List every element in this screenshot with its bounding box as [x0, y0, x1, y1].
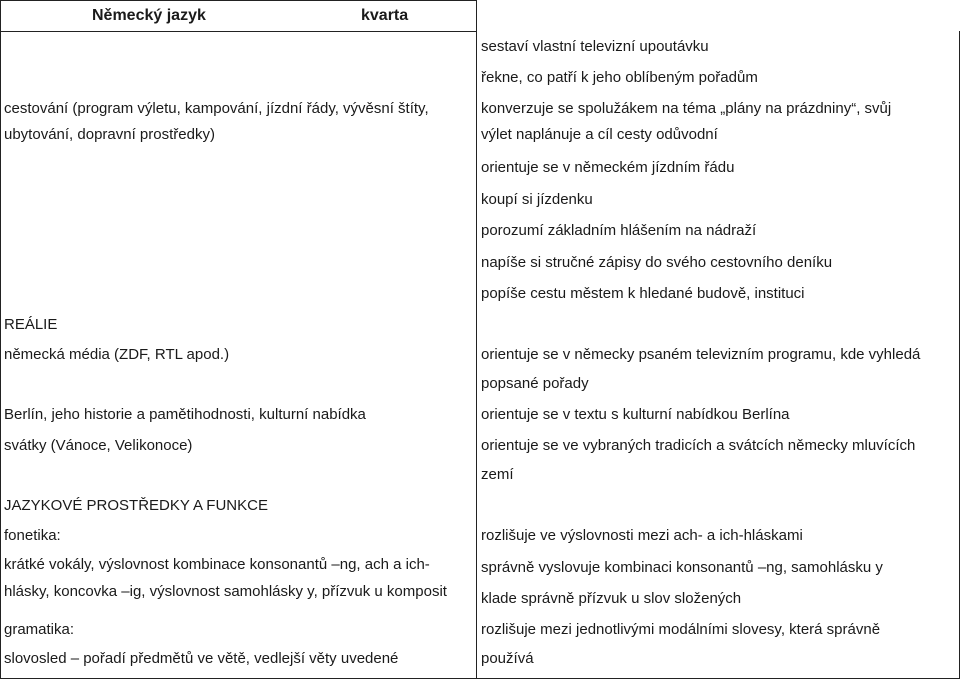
- outcome-compound-stress: klade správně přízvuk u slov složených: [481, 590, 742, 607]
- subject-title: Německý jazyk: [92, 7, 206, 24]
- column-divider: [476, 0, 477, 679]
- grade-title: kvarta: [361, 7, 409, 24]
- left-border: [0, 0, 1, 679]
- outcome-traditions: orientuje se ve vybraných tradicích a svátcích německy mluvících: [481, 437, 916, 454]
- phonetics-title: fonetika:: [4, 527, 61, 544]
- outcome-ticket: koupí si jízdenku: [481, 191, 593, 208]
- top-border: [0, 0, 476, 1]
- outcome-tv-program-cont: popsané pořady: [481, 375, 589, 392]
- realia-section-title: REÁLIE: [4, 316, 58, 333]
- outcome-traditions-cont: zemí: [481, 466, 514, 483]
- language-section-title: JAZYKOVÉ PROSTŘEDKY A FUNKCE: [4, 497, 268, 514]
- outcome-berlin-culture: orientuje se v textu s kulturní nabídkou Berlína: [481, 406, 790, 423]
- grammar-line1: slovosled – pořadí předmětů ve větě, vedlejší věty uvedené: [4, 650, 399, 667]
- travel-topic-line2: ubytování, dopravní prostředky): [4, 126, 215, 143]
- header-bottom-border: [0, 31, 476, 32]
- outcome-ng-pronunciation: správně vyslovuje kombinaci konsonantů –ng, samohlásku y: [481, 559, 883, 576]
- outcome-modal-verbs: rozlišuje mezi jednotlivými modálními slovesy, která správně: [481, 621, 881, 638]
- outcome-holiday-plans-cont: výlet naplánuje a cíl cesty odůvodní: [481, 126, 718, 143]
- outcome-holiday-plans: konverzuje se spolužákem na téma „plány na prázdniny“, svůj: [481, 100, 892, 117]
- grammar-title: gramatika:: [4, 621, 75, 638]
- outcome-modal-verbs-cont: používá: [481, 650, 534, 667]
- outcome-travel-diary: napíše si stručné zápisy do svého cestovního deníku: [481, 254, 833, 271]
- travel-topic-line1: cestování (program výletu, kampování, jízdní řády, vývěsní štíty,: [4, 100, 429, 117]
- outcome-timetable: orientuje se v německém jízdním řádu: [481, 159, 735, 176]
- outcome-tv-program: orientuje se v německy psaném televizním programu, kde vyhledá: [481, 346, 921, 363]
- outcome-tv-trailer: sestaví vlastní televizní upoutávku: [481, 38, 709, 55]
- outcome-announcements: porozumí základním hlášením na nádraží: [481, 222, 757, 239]
- berlin-topic: Berlín, jeho historie a pamětihodnosti, kulturní nabídka: [4, 406, 366, 423]
- holidays-topic: svátky (Vánoce, Velikonoce): [4, 437, 193, 454]
- phonetics-line1: krátké vokály, výslovnost kombinace konsonantů –ng, ach a ich-: [4, 556, 430, 573]
- outcome-ach-ich: rozlišuje ve výslovnosti mezi ach- a ich-hláskami: [481, 527, 803, 544]
- phonetics-line2: hlásky, koncovka –ig, výslovnost samohlásky y, přízvuk u komposit: [4, 583, 447, 600]
- outcome-favorite-shows: řekne, co patří k jeho oblíbeným pořadům: [481, 69, 758, 86]
- media-topic: německá média (ZDF, RTL apod.): [4, 346, 230, 363]
- outcome-describe-route: popíše cestu městem k hledané budově, instituci: [481, 285, 805, 302]
